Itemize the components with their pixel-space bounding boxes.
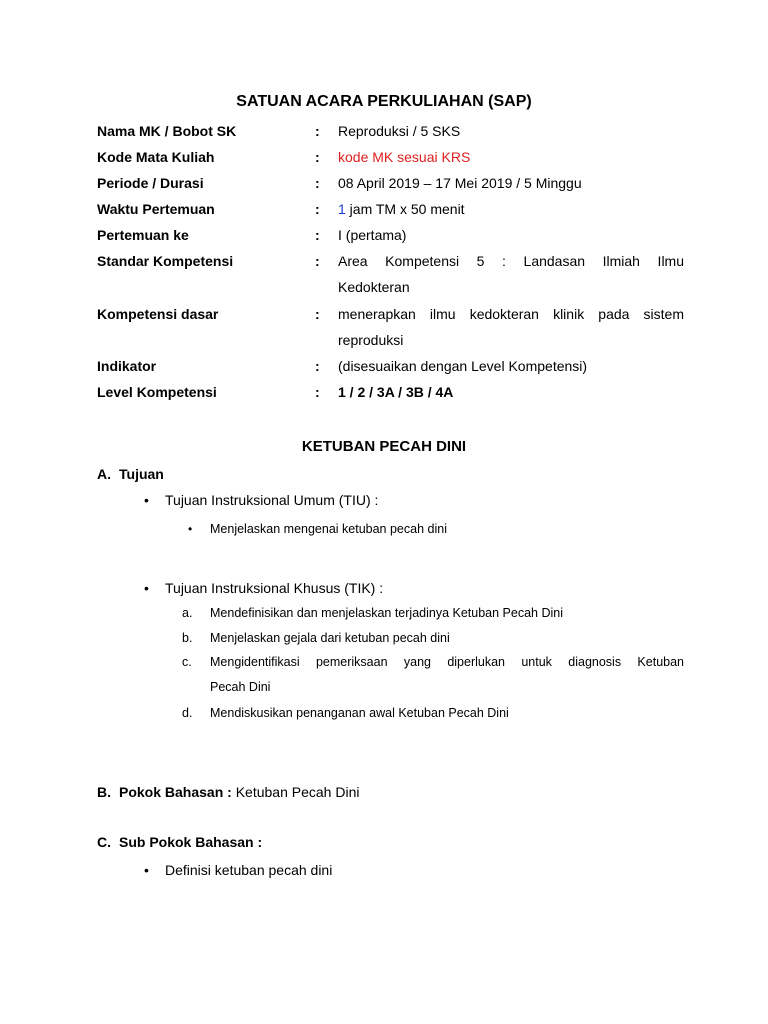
tiu-item-text: Menjelaskan mengenai ketuban pecah dini (210, 522, 447, 536)
tik-label: Tujuan Instruksional Khusus (TIK) : (165, 580, 384, 596)
bullet-icon: • (144, 580, 149, 596)
document-title: SATUAN ACARA PERKULIAHAN (SAP) (236, 93, 532, 110)
bullet-icon: • (188, 522, 193, 536)
section-b-title: Pokok Bahasan : (119, 784, 232, 800)
info-label: Nama MK / Bobot SK (97, 123, 237, 139)
info-value: Area Kompetensi 5 : Landasan Ilmiah Ilmu (338, 253, 684, 269)
info-value-number: 1 (338, 201, 346, 217)
info-label: Kode Mata Kuliah (97, 149, 215, 165)
info-colon: : (315, 175, 320, 191)
tik-item-marker: d. (182, 706, 193, 720)
bullet-icon: • (144, 862, 149, 878)
info-value: kode MK sesuai KRS (338, 149, 471, 165)
info-value: 1 / 2 / 3A / 3B / 4A (338, 384, 454, 400)
info-colon: : (315, 123, 320, 139)
info-value: menerapkan ilmu kedokteran klinik pada sistem (338, 306, 684, 322)
info-value-cont: reproduksi (338, 332, 404, 348)
section-a-title: Tujuan (119, 466, 164, 482)
info-label: Kompetensi dasar (97, 306, 219, 322)
section-a-letter: A. (97, 466, 111, 482)
info-value-rest: jam TM x 50 menit (345, 201, 465, 217)
tiu-label: Tujuan Instruksional Umum (TIU) : (165, 492, 379, 508)
section-b-line (119, 784, 359, 800)
info-colon: : (315, 306, 320, 322)
tik-item-marker: a. (182, 606, 193, 620)
info-colon: : (315, 384, 320, 400)
info-label: Waktu Pertemuan (97, 201, 215, 217)
tik-item-text-cont: Pecah Dini (210, 680, 271, 694)
tik-item-text: Mengidentifikasi pemeriksaan yang diperlukan untuk diagnosis Ketuban (210, 655, 684, 669)
info-label: Periode / Durasi (97, 175, 204, 191)
section-c-title: Sub Pokok Bahasan : (119, 834, 263, 850)
info-value: Reproduksi / 5 SKS (338, 123, 461, 139)
info-label: Standar Kompetensi (97, 253, 234, 269)
tik-item-text: Menjelaskan gejala dari ketuban pecah dini (210, 631, 450, 645)
info-label: Pertemuan ke (97, 227, 189, 243)
tik-item-text: Mendefinisikan dan menjelaskan terjadinya Ketuban Pecah Dini (210, 606, 563, 620)
info-colon: : (315, 227, 320, 243)
info-value-cont: Kedokteran (338, 279, 410, 295)
info-colon: : (315, 253, 320, 269)
bullet-icon: • (144, 492, 149, 508)
section-c-letter: C. (97, 834, 111, 850)
info-value: 08 April 2019 – 17 Mei 2019 / 5 Minggu (338, 175, 582, 191)
info-value: (disesuaikan dengan Level Kompetensi) (338, 358, 588, 374)
tik-item-marker: c. (182, 655, 192, 669)
tik-item-marker: b. (182, 631, 193, 645)
sub-topic-text: Definisi ketuban pecah dini (165, 862, 333, 878)
info-colon: : (315, 358, 320, 374)
info-colon: : (315, 201, 320, 217)
section-b-letter: B. (97, 784, 111, 800)
topic-title: KETUBAN PECAH DINI (301, 438, 467, 455)
info-label: Level Kompetensi (97, 384, 217, 400)
info-colon: : (315, 149, 320, 165)
section-b-value: Ketuban Pecah Dini (235, 784, 360, 800)
info-value (338, 201, 684, 217)
info-value: I (pertama) (338, 227, 407, 243)
tik-item-text: Mendiskusikan penanganan awal Ketuban Pecah Dini (210, 706, 509, 720)
info-label: Indikator (97, 358, 157, 374)
